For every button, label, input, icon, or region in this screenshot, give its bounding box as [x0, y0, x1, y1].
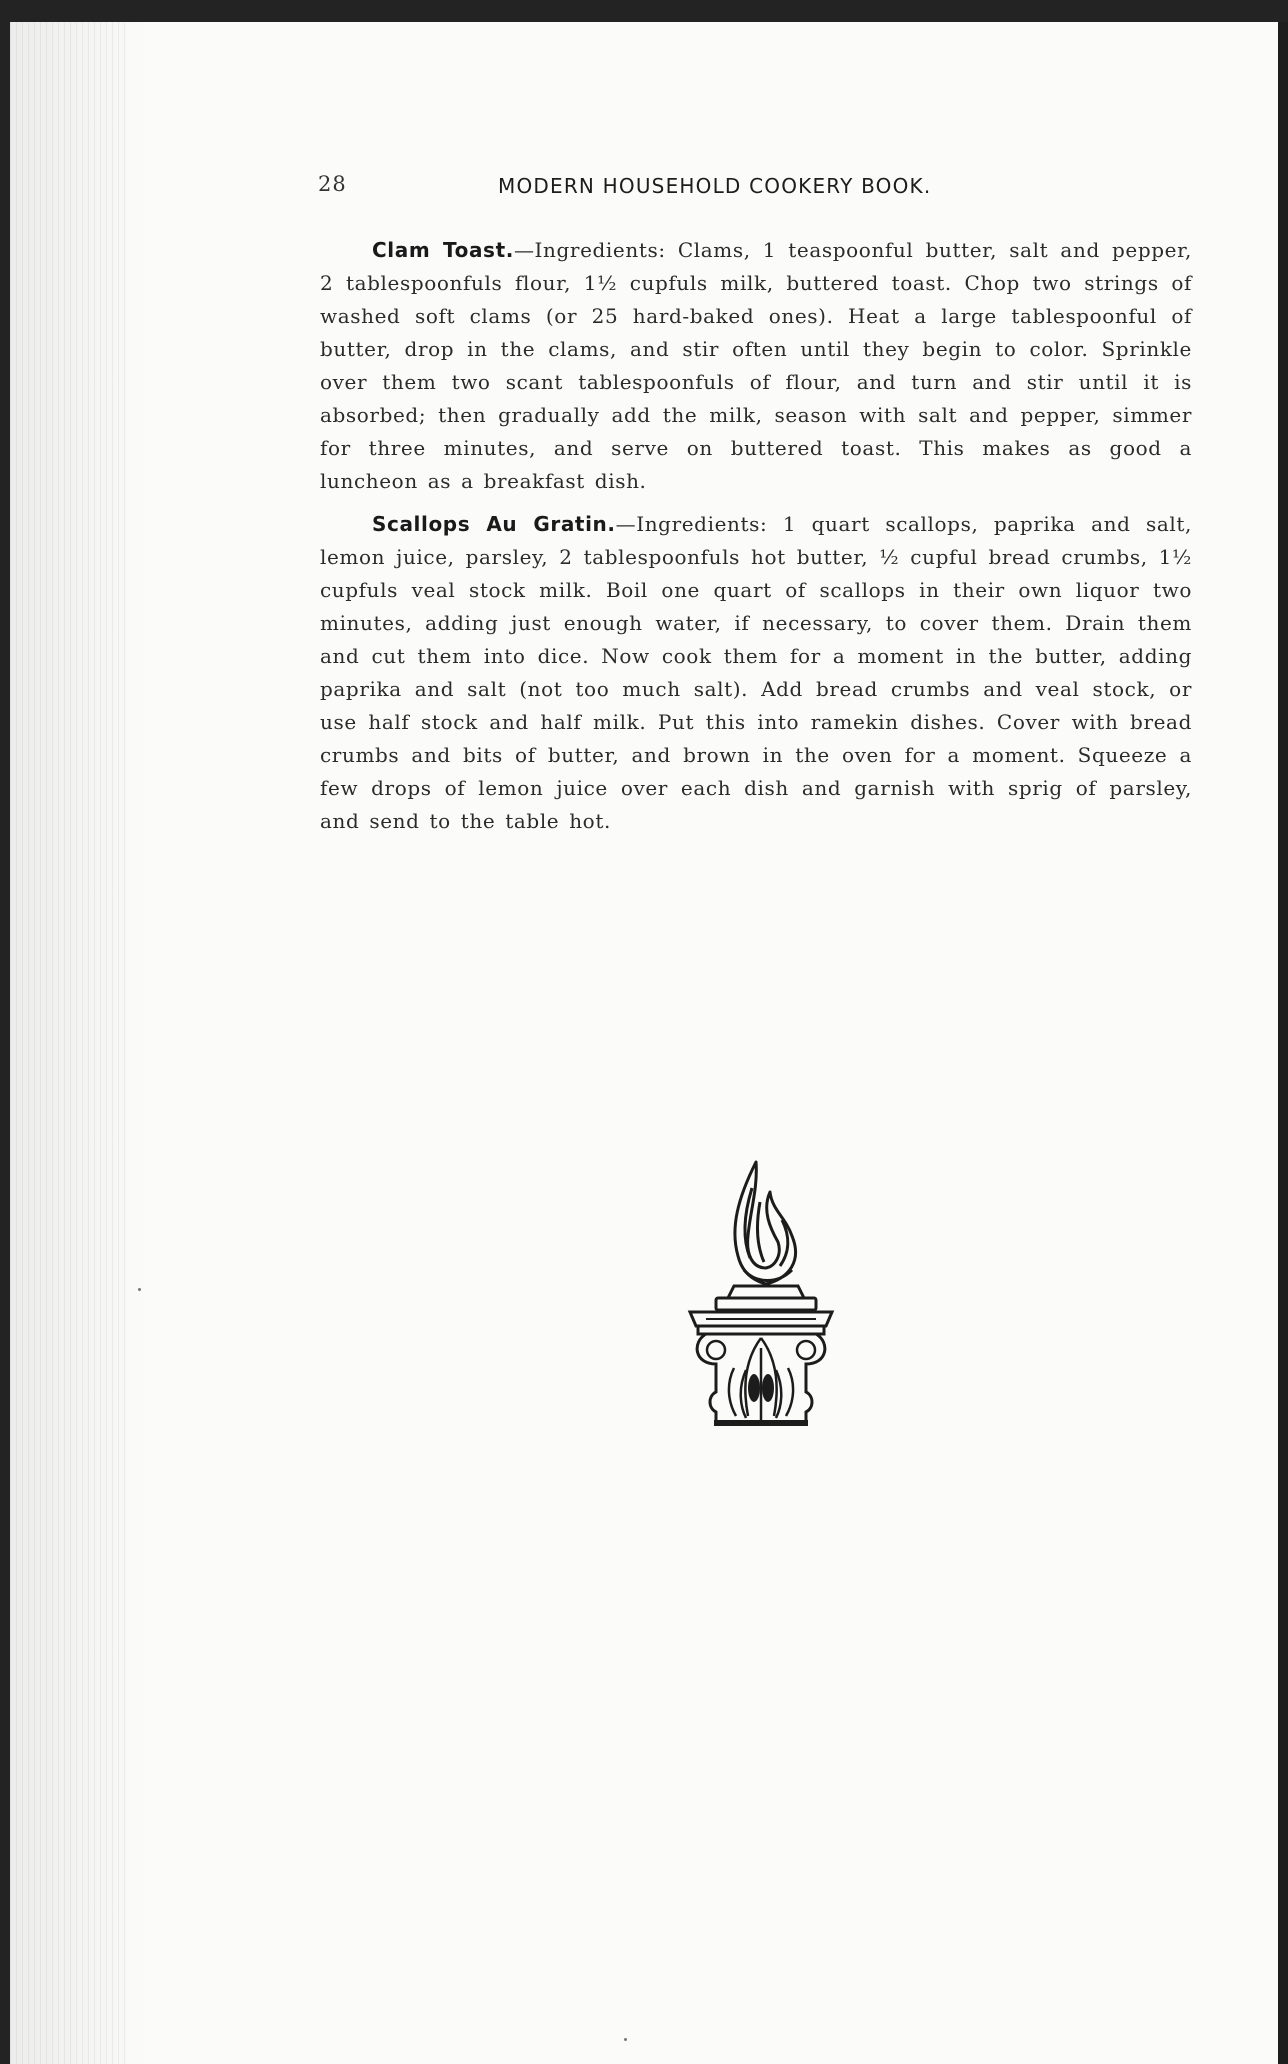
flaming-torch-icon [686, 1158, 836, 1430]
paper-speck [624, 2038, 627, 2041]
recipe-clam-toast [320, 234, 1192, 498]
scan-right-border [1278, 22, 1288, 2064]
recipe-scallops-au-gratin [320, 508, 1192, 838]
recipe-body [320, 234, 1192, 848]
paper-speck [138, 1288, 141, 1291]
recipe-text: —Ingredients: 1 quart scallops, paprika and salt, lemon juice, parsley, 2 tablespoonfuls hot butter, ½ cupful bread crumbs, 1½ cupfuls veal stock milk. Boil one quart of scallops in their own liquor two minutes, adding just enough water, if necessary, to cover them. Drain them and cut them into dice. Now cook them for a moment in the butter, adding paprika and salt (not too much salt). Add bread crumbs and veal stock, or use half stock and half milk. Put this into ramekin dishes. Cover with bread crumbs and bits of butter, and brown in the oven for a moment. Squeeze a few drops of lemon juice over each dish and garnish with sprig of parsley, and send to the table hot. [320, 512, 1193, 833]
recipe-title: Clam Toast. [372, 238, 514, 262]
running-head: MODERN HOUSEHOLD COOKERY BOOK. [498, 174, 932, 198]
page-header [318, 170, 1018, 206]
page-number: 28 [318, 172, 347, 196]
recipe-title: Scallops Au Gratin. [372, 512, 616, 536]
recipe-text: —Ingredients: Clams, 1 teaspoonful butter, salt and pepper, 2 tablespoonfuls flour, 1½ cupfuls milk, buttered toast. Chop two strings of washed soft clams (or 25 hard-baked ones). Heat a large tablespoonful of butter, drop in the clams, and stir often until they begin to color. Sprinkle over them two scant tablespoonfuls of flour, and turn and stir until it is absorbed; then gradually add the milk, season with salt and pepper, simmer for three minutes, and serve on buttered toast. This makes as good a luncheon as a breakfast dish. [320, 238, 1193, 493]
page-gutter-shadow [10, 22, 150, 2064]
